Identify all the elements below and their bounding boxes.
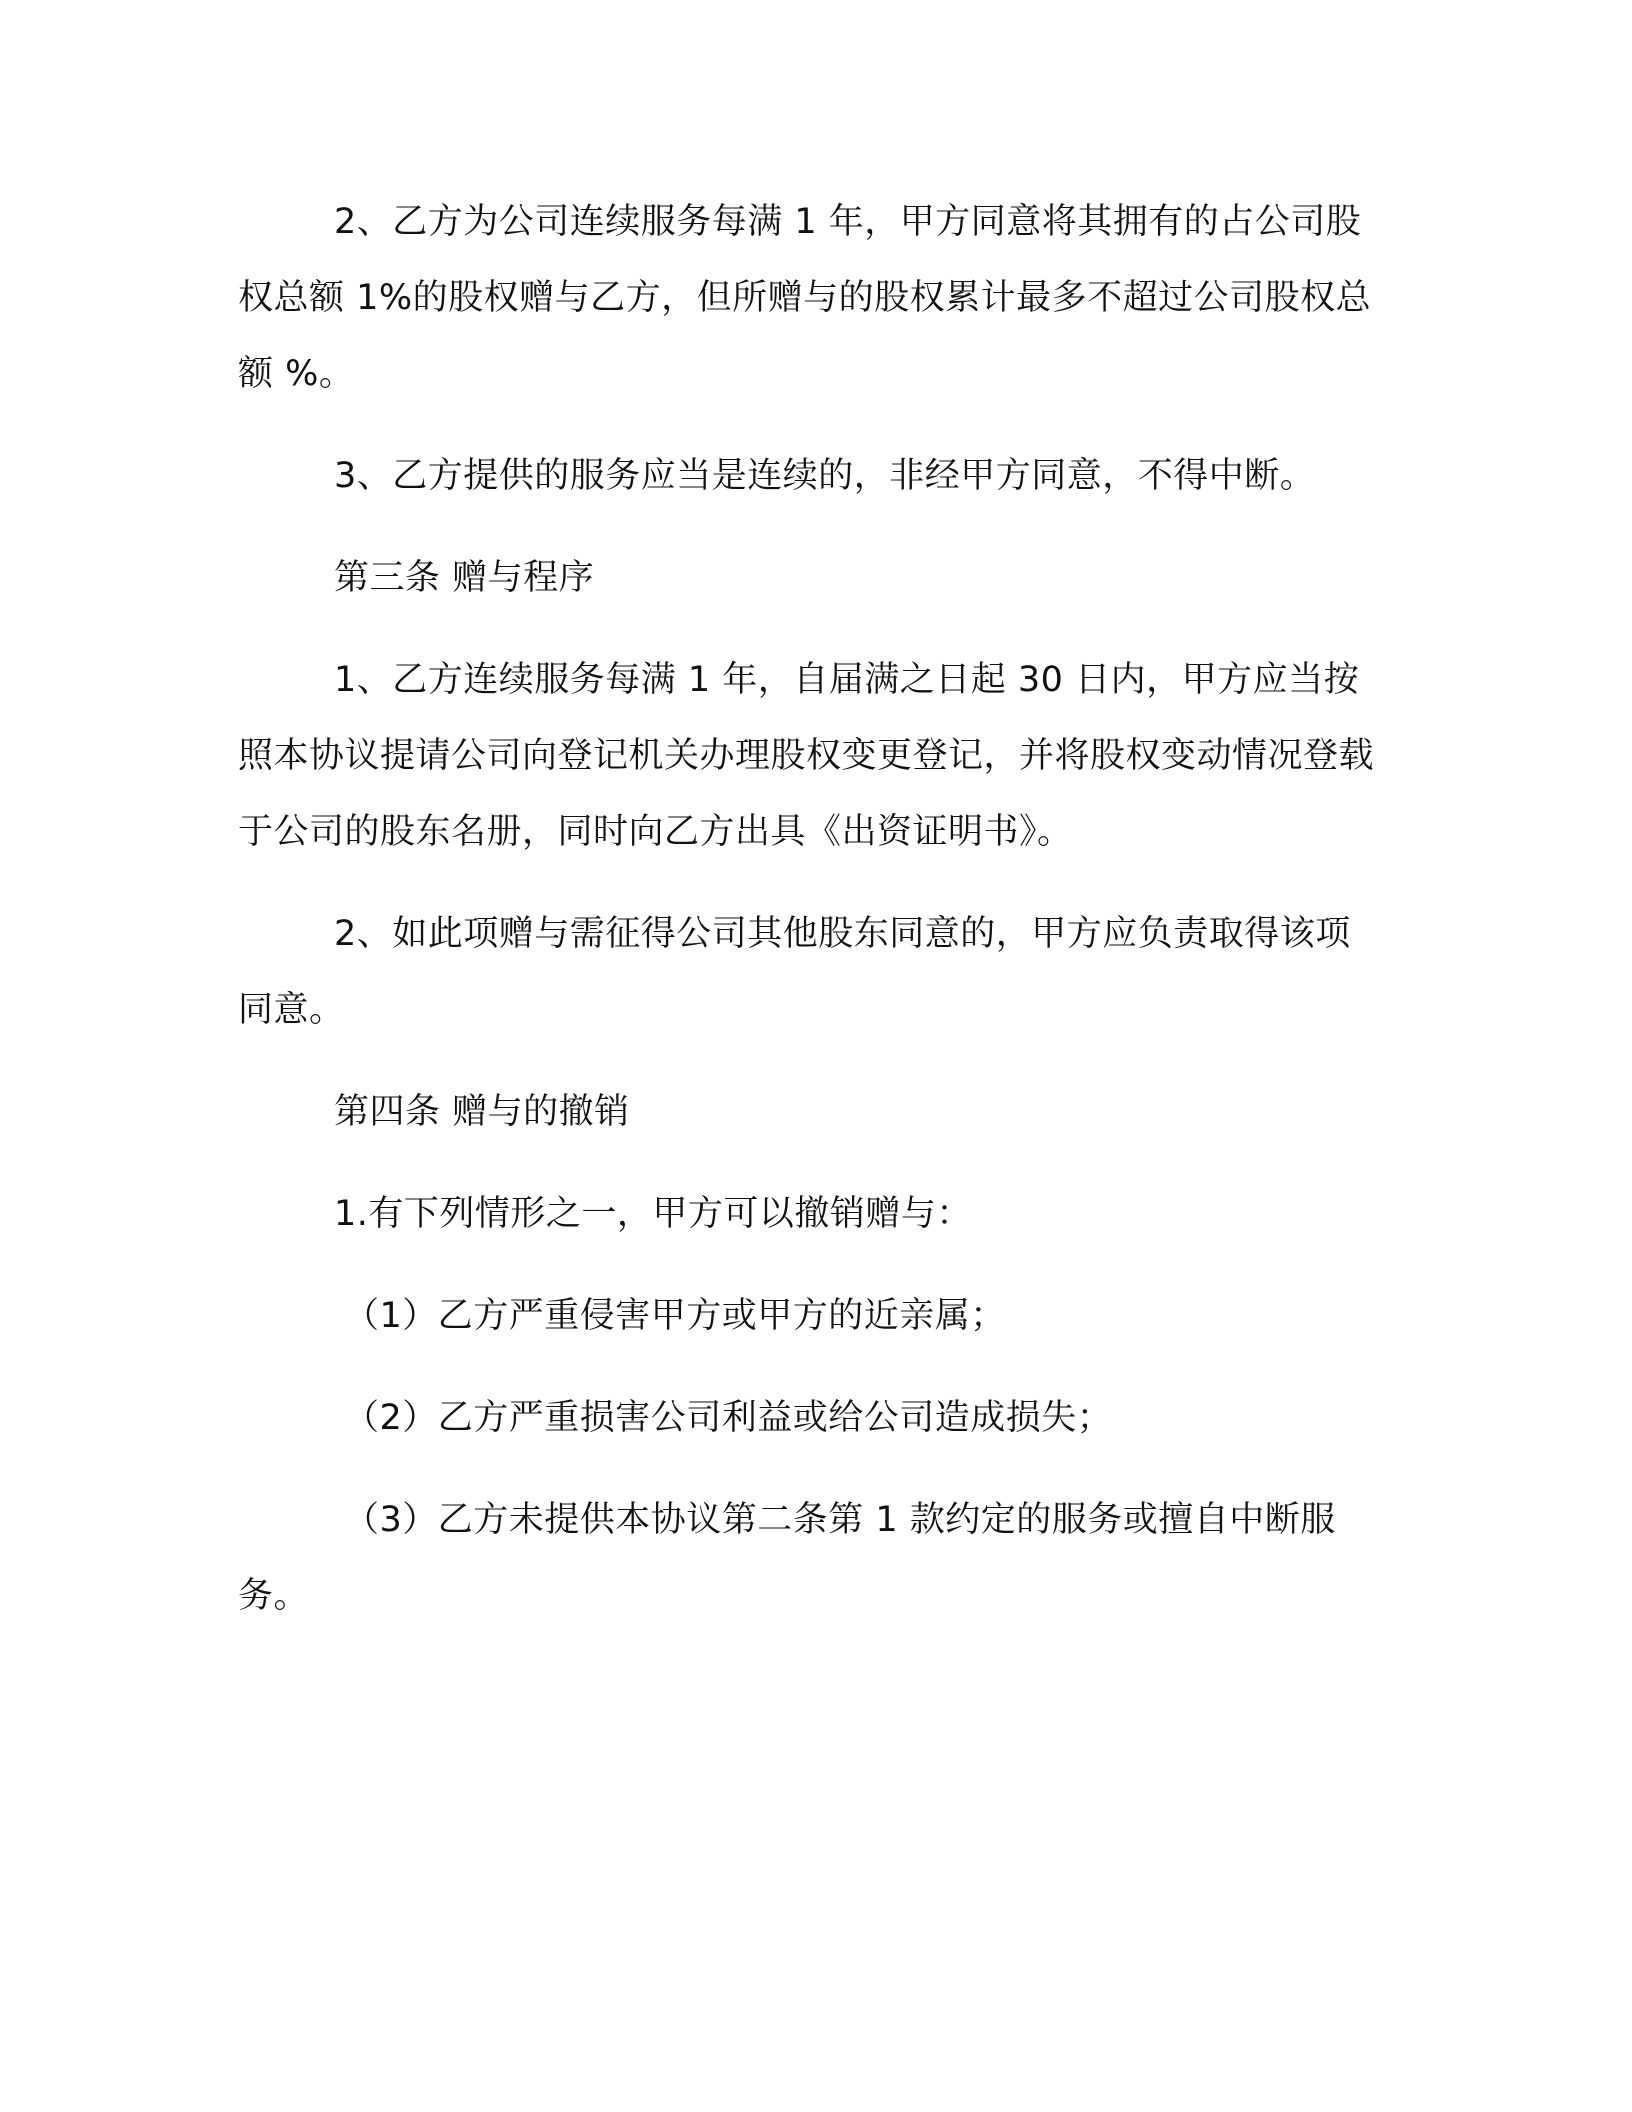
clause-4-1-item-1: （1）乙方严重侵害甲方或甲方的近亲属； bbox=[344, 1296, 1006, 1336]
clause-2-2: 2、乙方为公司连续服务每满 1 年，甲方同意将其拥有的占公司股权总额 1%的股权赠与乙方，但所赠与的股权累计最多不超过公司股权总额 %。 bbox=[238, 202, 1372, 394]
clause-3-2: 2、如此项赠与需征得公司其他股东同意的，甲方应负责取得该项同意。 bbox=[238, 914, 1351, 1030]
document-body bbox=[238, 184, 1386, 1660]
clause-3-1: 1、乙方连续服务每满 1 年，自届满之日起 30 日内，甲方应当按照本协议提请公司向登记机关办理股权变更登记，并将股权变动情况登载于公司的股东名册，同时向乙方出具《出资证明书》。 bbox=[238, 660, 1375, 852]
clause-4-1-item-2: （2）乙方严重损害公司利益或给公司造成损失； bbox=[344, 1398, 1113, 1438]
clause-2-3: 3、乙方提供的服务应当是连续的，非经甲方同意，不得中断。 bbox=[334, 456, 1316, 496]
article-4-heading: 第四条 赠与的撤销 bbox=[334, 1092, 630, 1132]
clause-4-1: 1.有下列情形之一，甲方可以撤销赠与： bbox=[334, 1194, 972, 1234]
article-3-heading: 第三条 赠与程序 bbox=[334, 558, 595, 598]
clause-4-1-item-3: （3）乙方未提供本协议第二条第 1 款约定的服务或擅自中断服务。 bbox=[238, 1500, 1336, 1616]
